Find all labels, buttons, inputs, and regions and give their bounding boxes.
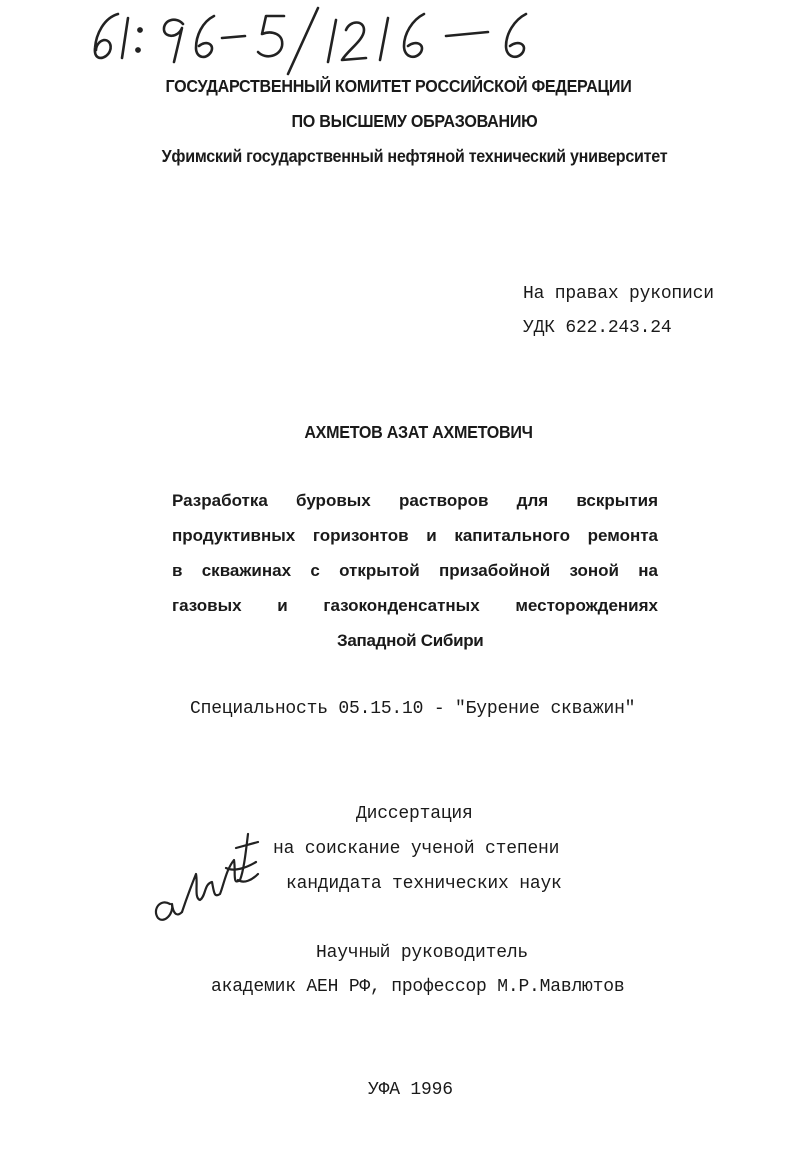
dissertation-label: Диссертация xyxy=(356,804,473,824)
title-line-5: Западной Сибири xyxy=(337,631,484,650)
title-line-4: газовых и газоконденсатных месторождениях xyxy=(172,596,658,615)
header-line-1: ГОСУДАРСТВЕННЫЙ КОМИТЕТ РОССИЙСКОЙ ФЕДЕРАЦИИ xyxy=(165,76,632,96)
supervisor-label: Научный руководитель xyxy=(316,943,529,963)
degree-line: на соискание ученой степени xyxy=(273,839,560,859)
manuscript-rights: На правах рукописи xyxy=(523,284,714,304)
header-line-2: ПО ВЫСШЕМУ ОБРАЗОВАНИЮ xyxy=(291,111,538,131)
specialty: Специальность 05.15.10 - "Бурение скважин" xyxy=(190,699,636,719)
supervisor-name: академик АЕН РФ, профессор М.Р.Мавлютов xyxy=(211,977,625,997)
title-line-3: в скважинах с открытой призабойной зоной на xyxy=(172,561,658,580)
city-year: УФА 1996 xyxy=(368,1080,453,1100)
degree-field: кандидата технических наук xyxy=(286,874,562,894)
university-name: Уфимский государственный нефтяной технический университет xyxy=(161,146,668,166)
title-line-1: Разработка буровых растворов для вскрытия xyxy=(172,491,658,510)
udc-code: УДК 622.243.24 xyxy=(523,318,672,338)
title-line-2: продуктивных горизонтов и капитального ремонта xyxy=(172,526,658,545)
author-name: АХМЕТОВ АЗАТ АХМЕТОВИЧ xyxy=(304,422,533,442)
